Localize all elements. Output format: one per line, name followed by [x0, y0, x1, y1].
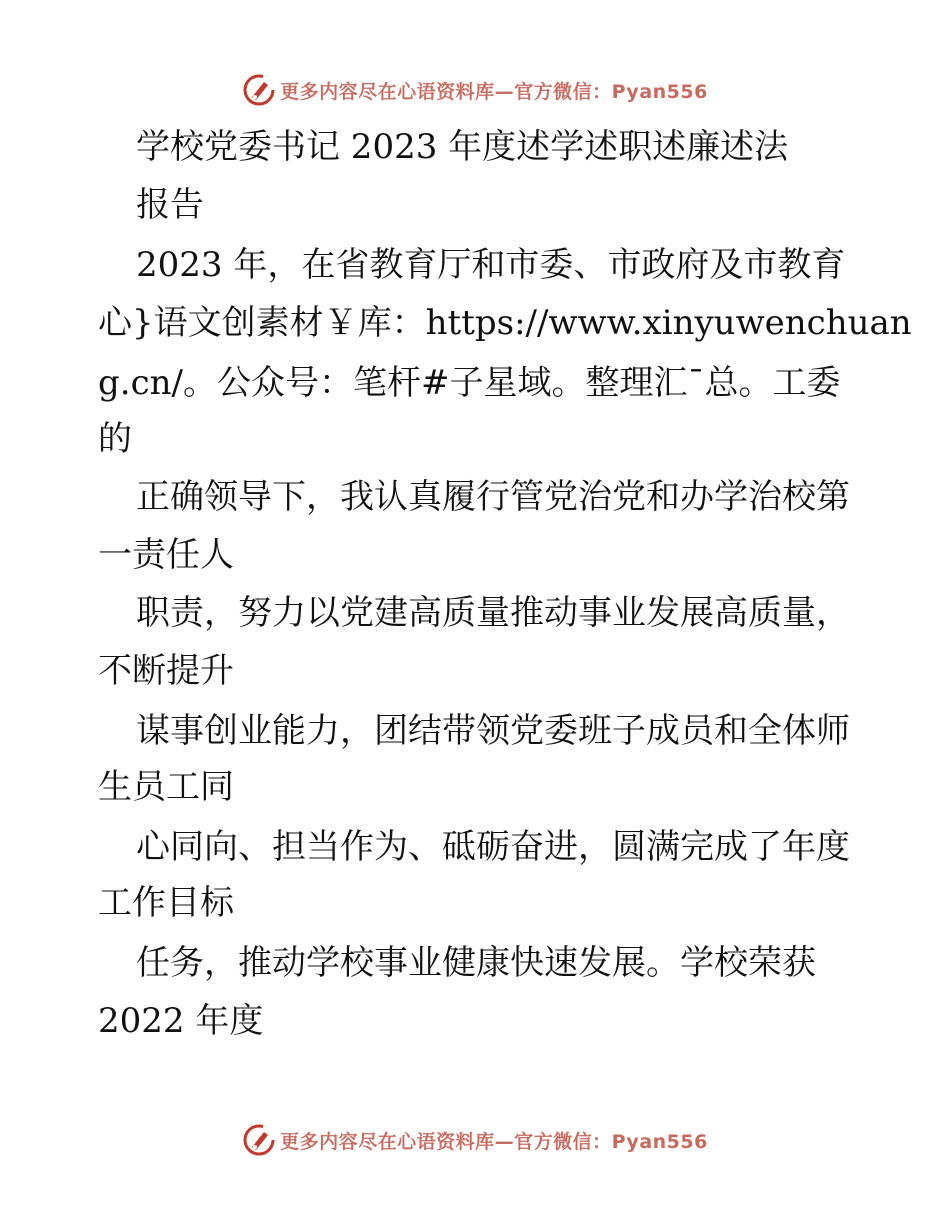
doc-line: 正确领导下，我认真履行管党治党和办学治校第 — [136, 477, 850, 517]
doc-line: g.cn/。公众号：笔杆#子星域。整理汇¯总。工委 — [98, 363, 841, 403]
header-banner — [0, 70, 950, 110]
doc-line: 心}语文创素材￥库：https://www.xinyuwenchuan — [98, 303, 912, 343]
doc-line: 谋事创业能力，团结带领党委班子成员和全体师 — [136, 711, 850, 751]
doc-line: 工作目标 — [98, 883, 234, 923]
doc-line: 职责，努力以党建高质量推动事业发展高质量， — [136, 593, 850, 633]
doc-line: 2023 年，在省教育厅和市委、市政府及市教育 — [136, 245, 846, 285]
doc-line: 一责任人 — [98, 535, 234, 575]
doc-line: 学校党委书记 2023 年度述学述职述廉述法 — [136, 127, 789, 167]
pen-logo-icon — [242, 1123, 276, 1157]
pen-logo-icon — [242, 73, 276, 107]
doc-line: 任务，推动学校事业健康快速发展。学校荣获 — [136, 943, 816, 983]
header-banner-text: 更多内容尽在心语资料库—官方微信：Pyan556 — [280, 80, 708, 103]
doc-line: 生员工同 — [98, 767, 234, 807]
doc-line: 2022 年度 — [98, 1001, 264, 1041]
doc-line: 不断提升 — [98, 651, 234, 691]
doc-line: 的 — [98, 419, 132, 459]
doc-line: 报告 — [136, 185, 204, 225]
footer-banner-text: 更多内容尽在心语资料库—官方微信：Pyan556 — [280, 1130, 708, 1153]
doc-line: 心同向、担当作为、砥砺奋进，圆满完成了年度 — [136, 827, 850, 867]
footer-banner — [0, 1120, 950, 1160]
